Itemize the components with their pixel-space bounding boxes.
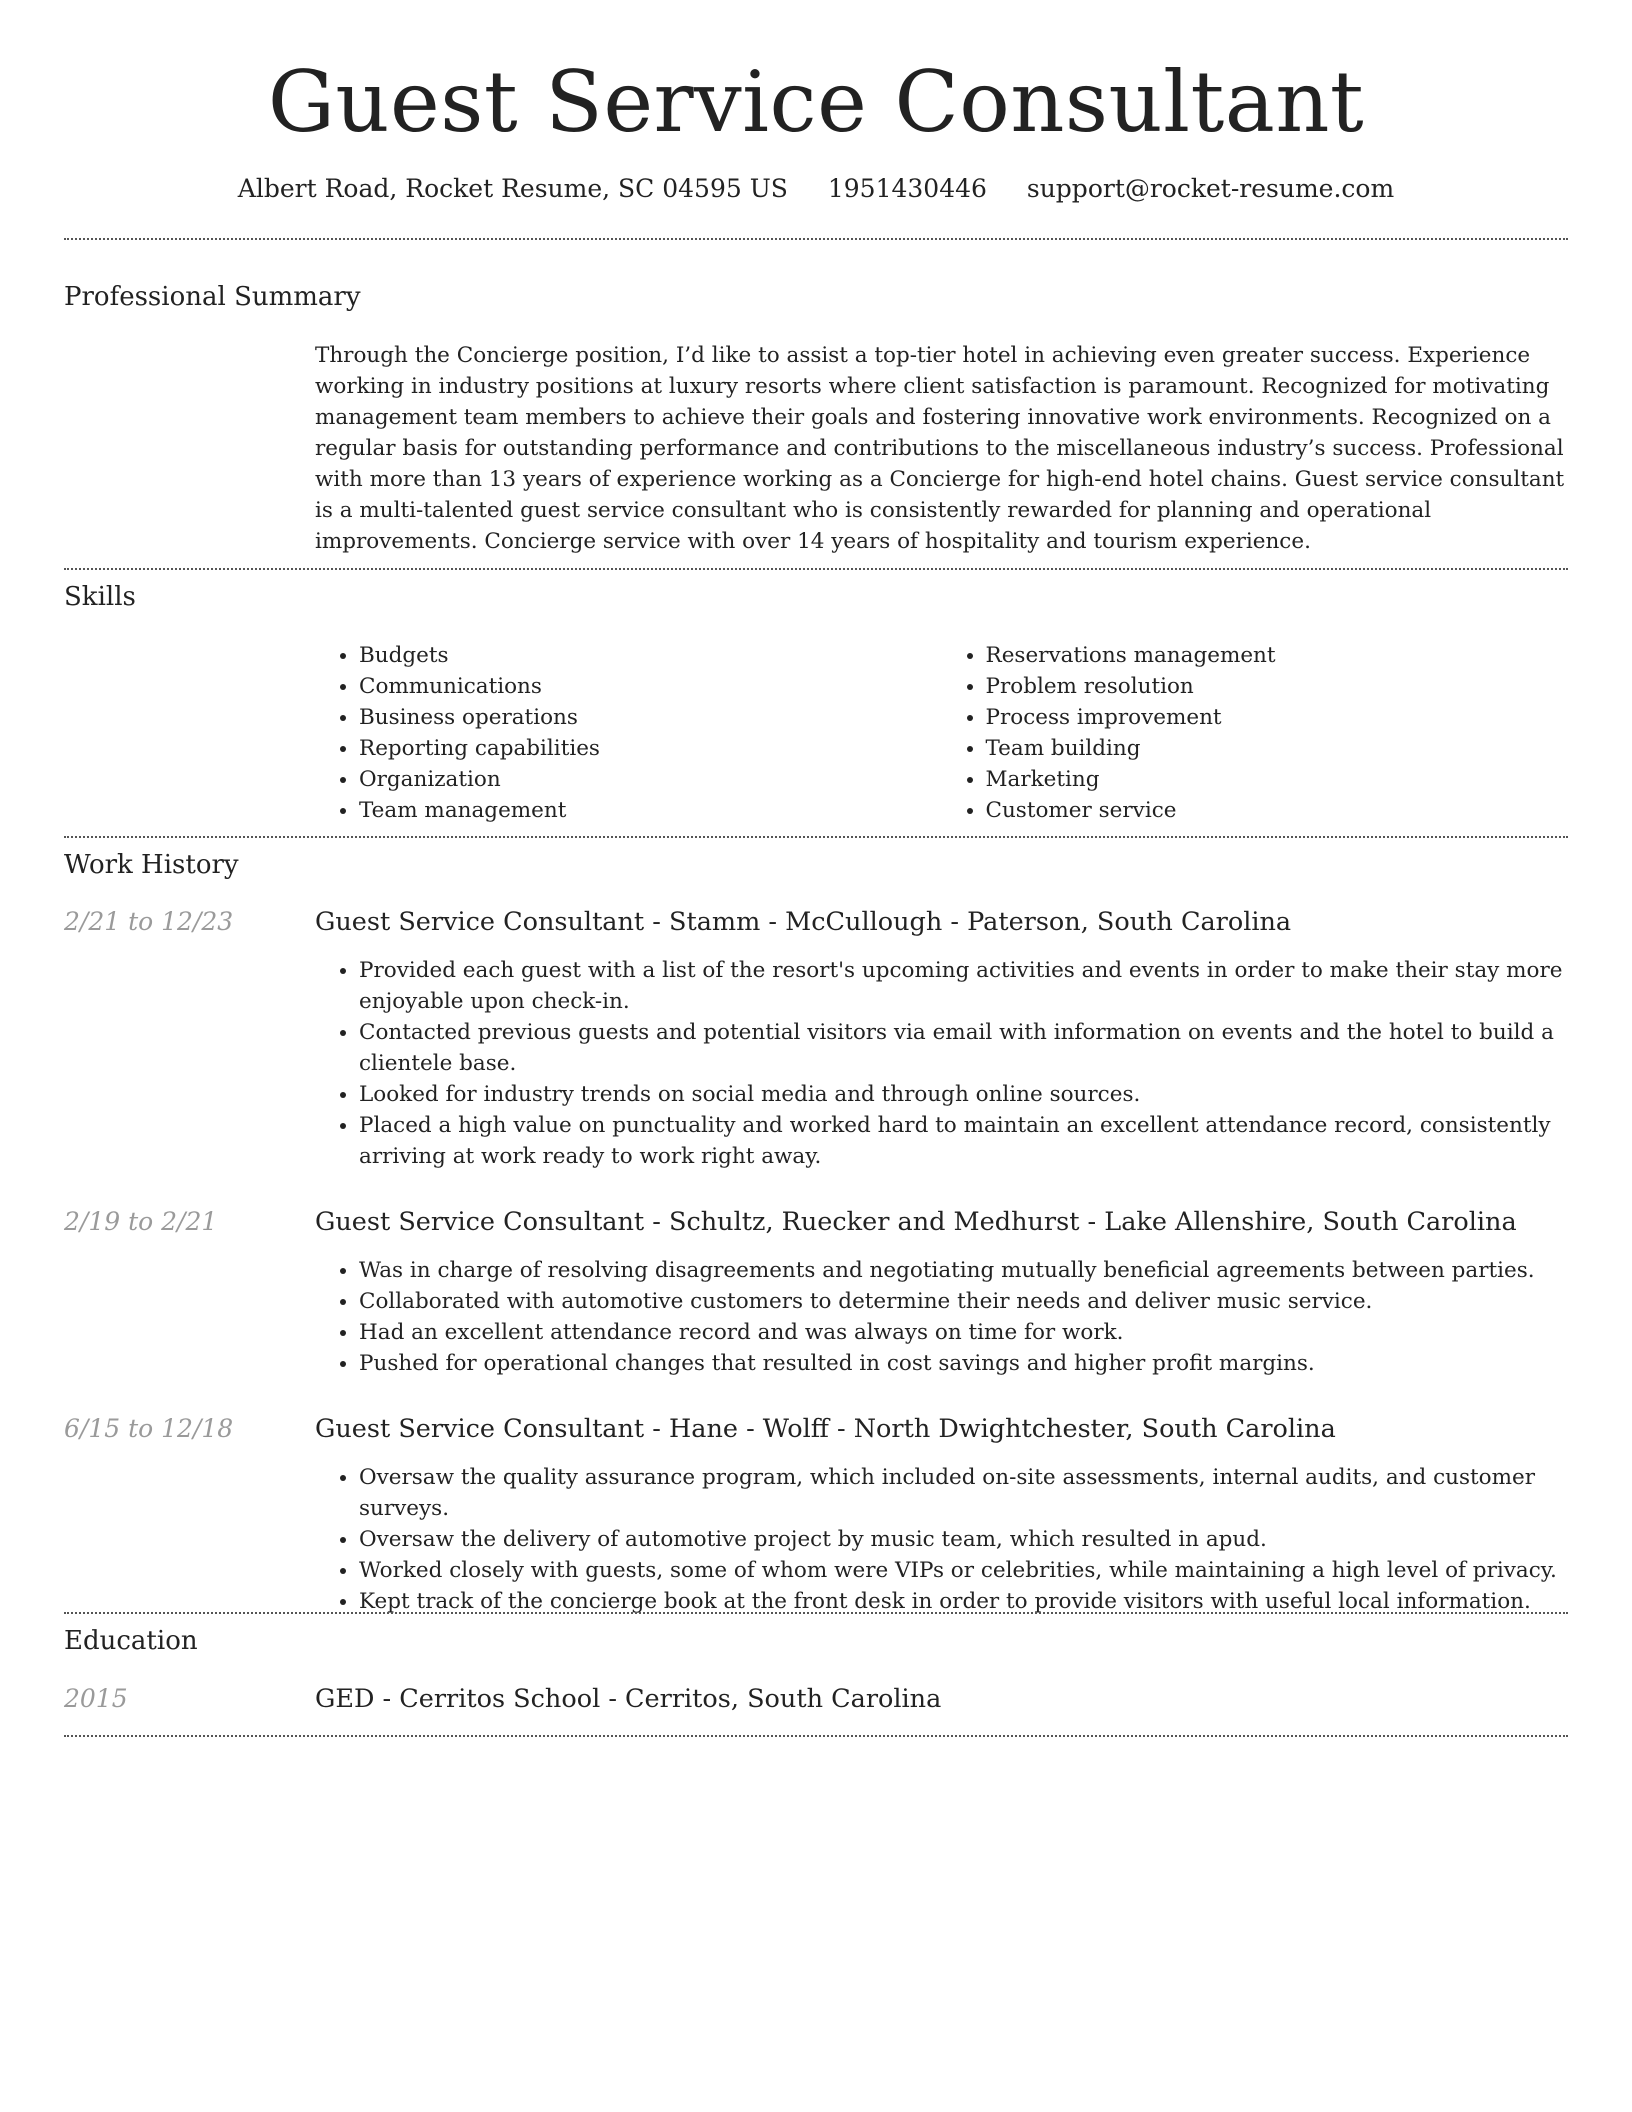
job-bullet: • Oversaw the delivery of automotive project by music team, which resulted in apud.	[359, 1524, 1568, 1555]
job-bullets	[315, 955, 1568, 1172]
job-bullet: • Provided each guest with a list of the resort's upcoming activities and events in order to make their stay more enjoyable upon check-in.	[359, 955, 1568, 1017]
divider	[64, 568, 1568, 570]
contact-address: Albert Road, Rocket Resume, SC 04595 US	[237, 174, 788, 203]
job-dates: 2/19 to 2/21	[64, 1207, 218, 1236]
skill-item: • Team building	[986, 733, 1569, 764]
contact-phone: 1951430446	[827, 174, 987, 203]
job-bullet: • Pushed for operational changes that resulted in cost savings and higher profit margins.	[359, 1348, 1568, 1379]
skill-item: • Process improvement	[986, 702, 1569, 733]
skill-item: • Budgets	[359, 640, 942, 671]
section-title-summary: Professional Summary	[64, 282, 361, 312]
section-title-work-history: Work History	[64, 850, 239, 880]
skill-item: • Organization	[359, 764, 942, 795]
skills-column-left	[315, 640, 942, 826]
job-title: Guest Service Consultant - Schultz, Ruecker and Medhurst - Lake Allenshire, South Carolina	[315, 1207, 1517, 1237]
job-bullet: • Worked closely with guests, some of whom were VIPs or celebrities, while maintaining a high level of privacy.	[359, 1555, 1568, 1586]
divider	[64, 1735, 1568, 1737]
job-dates: 2/21 to 12/23	[64, 907, 234, 936]
job-bullet: • Kept track of the concierge book at the front desk in order to provide visitors with useful local information.	[359, 1586, 1568, 1617]
section-title-education: Education	[64, 1626, 198, 1656]
job-title: Guest Service Consultant - Hane - Wolff - North Dwightchester, South Carolina	[315, 1414, 1336, 1444]
skills-column-right	[942, 640, 1569, 826]
skill-item: • Reservations management	[986, 640, 1569, 671]
job-bullet: • Had an excellent attendance record and was always on time for work.	[359, 1317, 1568, 1348]
job-bullets	[315, 1255, 1568, 1379]
job-bullet: • Placed a high value on punctuality and worked hard to maintain an excellent attendance record, consistently arriving at work ready to work right away.	[359, 1110, 1568, 1172]
divider	[64, 836, 1568, 838]
contact-email: support@rocket-resume.com	[1026, 174, 1395, 203]
summary-text: Through the Concierge position, I’d like to assist a top-tier hotel in achieving even greater success. Experience working in industry positions at luxury resorts where client satisfaction is paramount. Recognized for motivating management team members to achieve their goals and fostering innovative work environments. Recognized on a regular basis for outstanding performance and contributions to the miscellaneous industry’s success. Professional with more than 13 years of experience working as a Concierge for high-end hotel chains. Guest service consultant is a multi-talented guest service consultant who is consistently rewarded for planning and operational improvements. Concierge service with over 14 years of hospitality and tourism experience.	[315, 343, 1565, 554]
job-dates: 6/15 to 12/18	[64, 1414, 234, 1443]
resume-name: Guest Service Consultant	[267, 53, 1365, 151]
skill-item: • Marketing	[986, 764, 1569, 795]
job-bullets	[315, 1462, 1568, 1617]
job-bullet: • Collaborated with automotive customers to determine their needs and deliver music service.	[359, 1286, 1568, 1317]
education-degree: GED - Cerritos School - Cerritos, South Carolina	[315, 1684, 942, 1714]
job-bullet: • Oversaw the quality assurance program, which included on-site assessments, internal audits, and customer surveys.	[359, 1462, 1568, 1524]
contact-line	[0, 172, 1632, 206]
job-bullet: • Was in charge of resolving disagreements and negotiating mutually beneficial agreements between parties.	[359, 1255, 1568, 1286]
skill-item: • Communications	[359, 671, 942, 702]
skills-list	[315, 640, 1568, 826]
divider	[64, 238, 1568, 240]
job-bullet: • Contacted previous guests and potential visitors via email with information on events and the hotel to build a clientele base.	[359, 1017, 1568, 1079]
skill-item: • Problem resolution	[986, 671, 1569, 702]
skill-item: • Team management	[359, 795, 942, 826]
education-year: 2015	[64, 1684, 128, 1713]
section-title-skills: Skills	[64, 582, 136, 612]
job-bullet: • Looked for industry trends on social media and through online sources.	[359, 1079, 1568, 1110]
job-title: Guest Service Consultant - Stamm - McCullough - Paterson, South Carolina	[315, 907, 1292, 937]
divider	[64, 1612, 1568, 1614]
skill-item: • Reporting capabilities	[359, 733, 942, 764]
skill-item: • Customer service	[986, 795, 1569, 826]
skill-item: • Business operations	[359, 702, 942, 733]
